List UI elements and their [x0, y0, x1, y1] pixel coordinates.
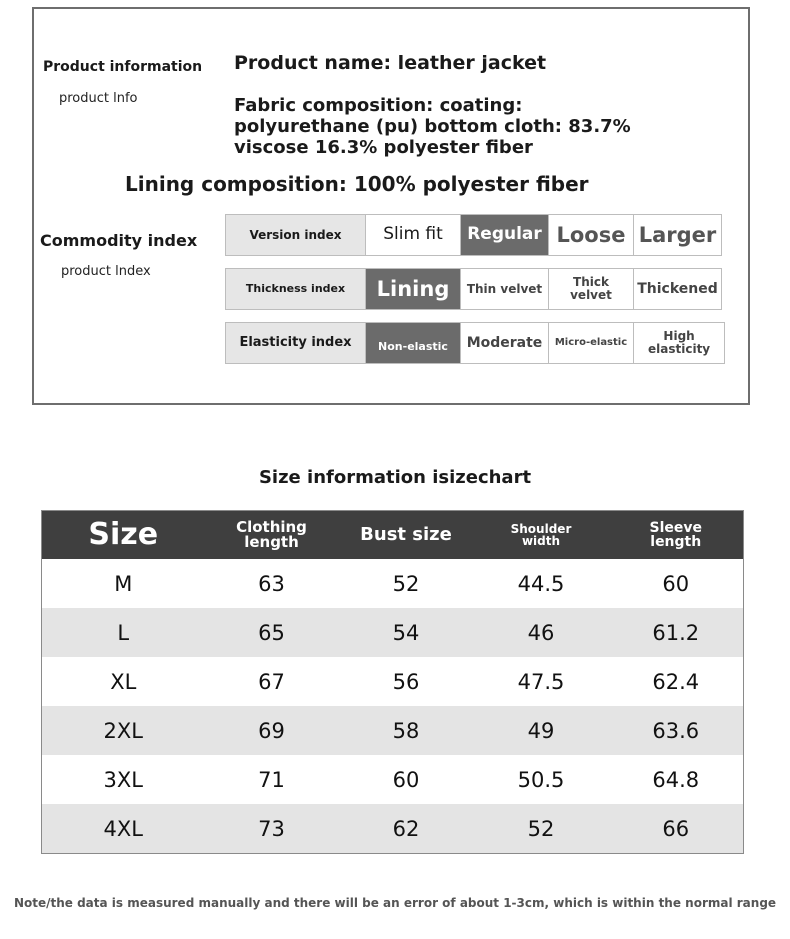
option-regular-selected: Regular [461, 215, 549, 256]
size-row [42, 755, 744, 804]
fabric-line: Fabric composition: coating: [234, 95, 523, 116]
version-index-row [226, 215, 722, 256]
header-bust-size: Bust size [339, 511, 474, 560]
size-cell: XL [110, 669, 137, 694]
header-sleeve-length: Sleeve length [609, 511, 744, 560]
size-cell: L [42, 608, 205, 657]
option-larger: Larger [634, 215, 722, 256]
thickness-index-row [226, 269, 722, 310]
elasticity-index-label: Elasticity index [226, 323, 366, 364]
bust-size-cell: 58 [339, 706, 474, 755]
sleeve-length-cell: 63.6 [609, 706, 744, 755]
shoulder-width-cell: 52 [474, 804, 609, 854]
size-chart-title: Size information isizechart [258, 467, 532, 488]
size-chart-table [41, 510, 744, 854]
size-row [42, 706, 744, 755]
commodity-index-label: Commodity index [40, 231, 198, 250]
size-cell: 3XL [103, 767, 143, 792]
size-row [42, 559, 744, 608]
elasticity-index-table [225, 322, 725, 364]
option-slim-fit: Slim fit [366, 215, 461, 256]
bust-size-cell: 54 [339, 608, 474, 657]
clothing-length-cell: 67 [258, 669, 285, 694]
clothing-length-cell: 63 [258, 571, 285, 596]
bust-size-cell: 56 [392, 669, 420, 694]
fabric-line: viscose 16.3% polyester fiber [234, 137, 533, 158]
header-clothing-length: Clothing length [205, 511, 339, 560]
option-thickened: Thickened [634, 269, 722, 310]
version-index-table [225, 214, 722, 256]
header-shoulder-width: Shoulder width [474, 511, 609, 560]
lining-composition: Lining composition: 100% polyester fiber [125, 172, 589, 196]
measurement-note: Note/the data is measured manually and there will be an error of about 1-3cm, which is within the normal range [13, 896, 777, 910]
product-info-panel [32, 7, 750, 405]
sleeve-length-cell: 62.4 [652, 669, 700, 694]
size-cell: M [114, 571, 133, 596]
shoulder-width-cell: 44.5 [517, 571, 565, 596]
clothing-length-cell: 69 [205, 706, 339, 755]
size-cell: 2XL [42, 706, 205, 755]
option-thick-velvet: Thick velvet [549, 269, 634, 310]
sleeve-length-cell: 61.2 [609, 608, 744, 657]
product-info-label: Product information [43, 59, 203, 75]
version-index-label: Version index [226, 215, 366, 256]
option-loose: Loose [549, 215, 634, 256]
shoulder-width-cell: 50.5 [517, 767, 565, 792]
bust-size-cell: 62 [339, 804, 474, 854]
option-high-elasticity: High elasticity [634, 323, 725, 364]
product-name: Product name: leather jacket [234, 52, 547, 74]
size-cell: 4XL [42, 804, 205, 854]
size-row [42, 608, 744, 657]
shoulder-width-cell: 47.5 [517, 669, 565, 694]
product-info-sublabel: product lnfo [59, 91, 138, 106]
size-chart-header-row [42, 511, 744, 560]
commodity-index-sublabel: product lndex [61, 264, 151, 279]
thickness-index-table [225, 268, 722, 310]
option-lining-selected: Lining [366, 269, 461, 310]
option-thin-velvet: Thin velvet [461, 269, 549, 310]
sleeve-length-cell: 60 [662, 571, 690, 596]
clothing-length-cell: 65 [205, 608, 339, 657]
option-non-elastic-selected: Non-elastic [366, 323, 461, 364]
size-row [42, 657, 744, 706]
sleeve-length-cell: 66 [609, 804, 744, 854]
fabric-composition [234, 95, 631, 158]
option-micro-elastic: Micro-elastic [549, 323, 634, 364]
header-size: Size [42, 511, 205, 560]
fabric-line: polyurethane (pu) bottom cloth: 83.7% [234, 116, 631, 137]
clothing-length-cell: 71 [258, 767, 285, 792]
option-moderate: Moderate [461, 323, 549, 364]
bust-size-cell: 52 [392, 571, 420, 596]
bust-size-cell: 60 [392, 767, 420, 792]
clothing-length-cell: 73 [205, 804, 339, 854]
size-row [42, 804, 744, 854]
sleeve-length-cell: 64.8 [652, 767, 700, 792]
shoulder-width-cell: 46 [474, 608, 609, 657]
thickness-index-label: Thickness index [226, 269, 366, 310]
elasticity-index-row [226, 323, 725, 364]
shoulder-width-cell: 49 [474, 706, 609, 755]
